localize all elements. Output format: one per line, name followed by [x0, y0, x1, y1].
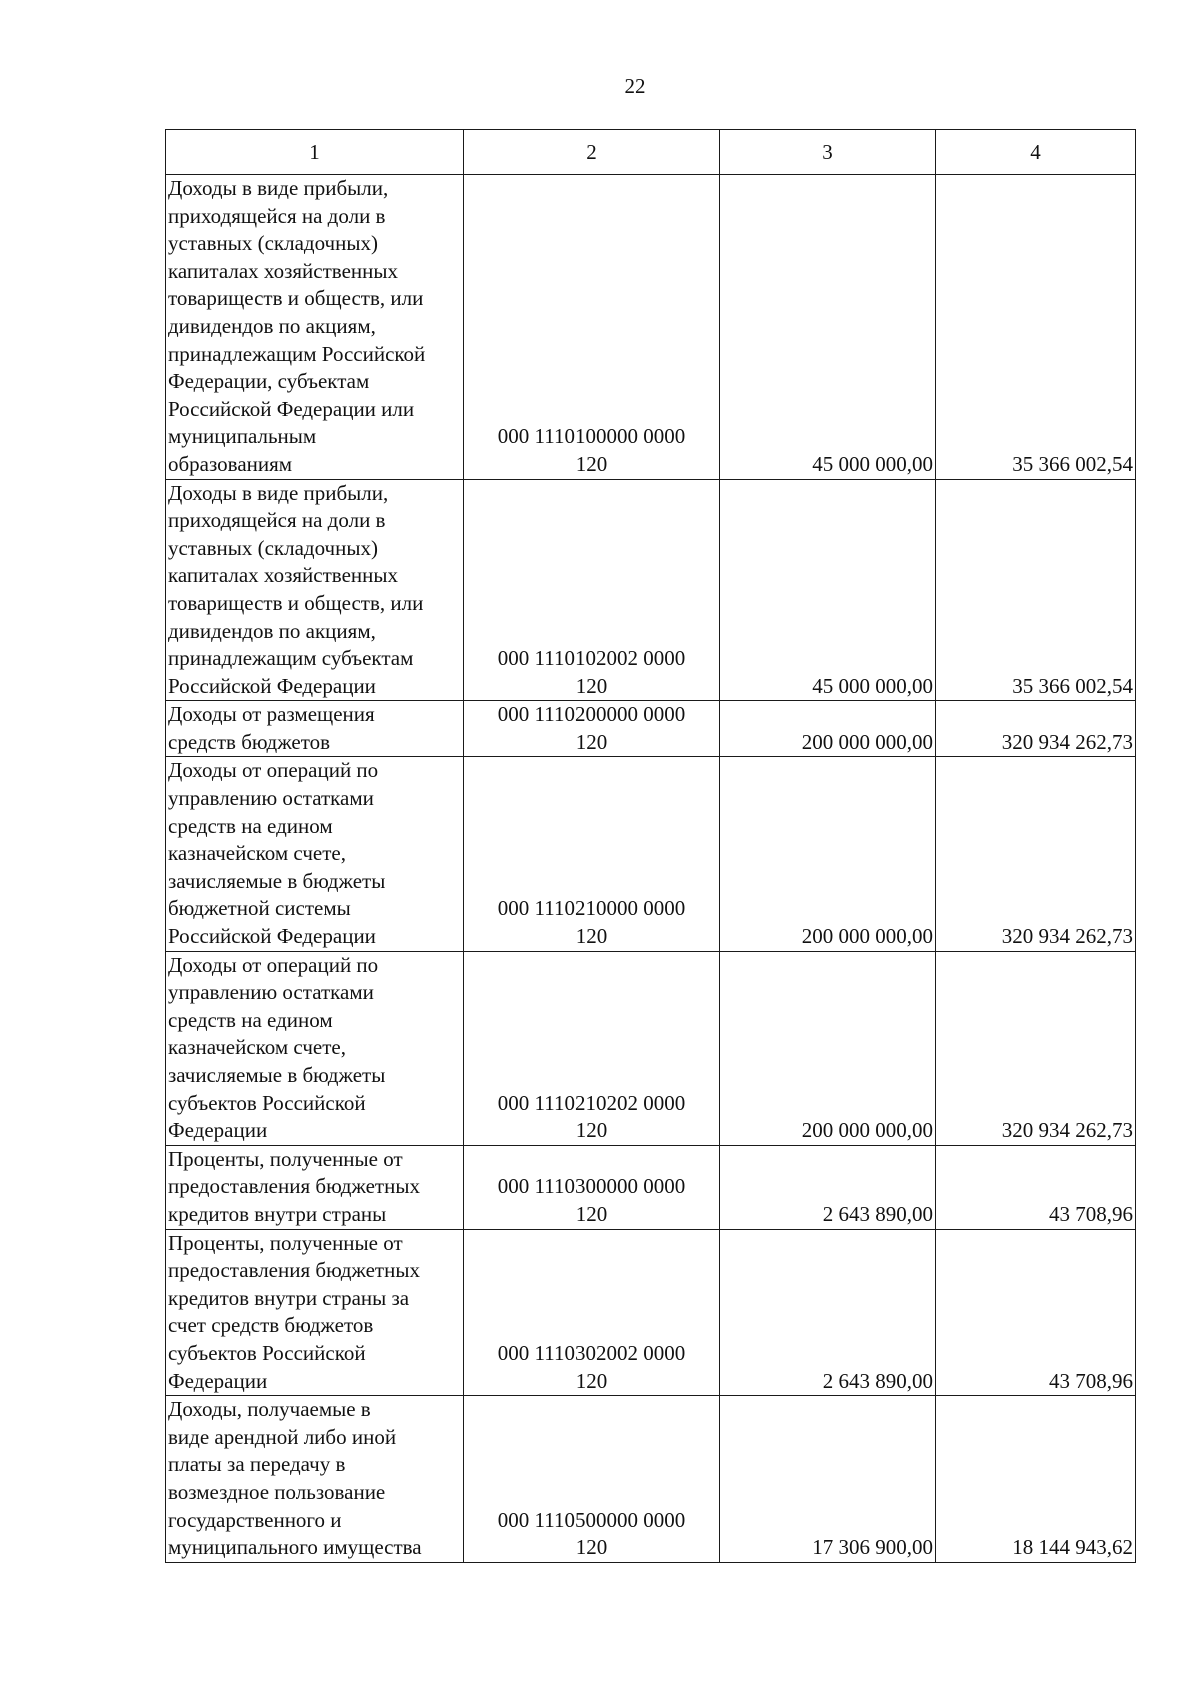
- table-row: [166, 701, 1136, 757]
- actual-amount: 320 934 262,73: [936, 951, 1136, 1145]
- revenue-name: Проценты, полученные от предоставления бюджетных кредитов внутри страны за счет средств бюджетов субъектов Российской Федерации: [166, 1229, 464, 1396]
- revenue-name: Доходы от операций по управлению остатками средств на едином казначейском счете, зачисляемые в бюджеты бюджетной системы Российской Федерации: [166, 757, 464, 951]
- budget-code-line2: 120: [575, 1368, 608, 1393]
- budget-code: [464, 1229, 720, 1396]
- budget-code-line1: 000 1110100000 0000: [497, 424, 686, 449]
- revenue-name: Доходы от размещения средств бюджетов: [166, 701, 464, 757]
- table-row: [166, 951, 1136, 1145]
- revenue-name: Доходы в виде прибыли, приходящейся на доли в уставных (складочных) капиталах хозяйственных товариществ и обществ, или дивидендов по акциям, принадлежащим субъектам Российской Федерации: [166, 479, 464, 701]
- plan-amount: 45 000 000,00: [720, 479, 936, 701]
- budget-code-line1: 000 1110500000 0000: [497, 1507, 686, 1532]
- budget-code-line2: 120: [575, 673, 608, 698]
- budget-code-line1: 000 1110300000 0000: [497, 1174, 686, 1199]
- actual-amount: 320 934 262,73: [936, 757, 1136, 951]
- budget-code-line1: 000 1110210000 0000: [497, 896, 686, 921]
- budget-code-line1: 000 1110302002 0000: [497, 1340, 686, 1365]
- column-header-2: 2: [464, 130, 720, 175]
- table-row: [166, 1396, 1136, 1563]
- budget-code-line1: 000 1110210202 0000: [497, 1090, 686, 1115]
- budget-code-line1: 000 1110200000 0000: [497, 702, 686, 727]
- header-row: [166, 130, 1136, 175]
- actual-amount: 43 708,96: [936, 1145, 1136, 1229]
- budget-code-line2: 120: [575, 1535, 608, 1560]
- budget-code: [464, 757, 720, 951]
- budget-code: [464, 479, 720, 701]
- page-number: 22: [624, 74, 646, 98]
- revenue-name: Доходы от операций по управлению остатками средств на едином казначейском счете, зачисляемые в бюджеты субъектов Российской Федерации: [166, 951, 464, 1145]
- actual-amount: 18 144 943,62: [936, 1396, 1136, 1563]
- revenue-name: Доходы в виде прибыли, приходящейся на доли в уставных (складочных) капиталах хозяйственных товариществ и обществ, или дивидендов по акциям, принадлежащим Российской Федерации, субъектам Российской Федерации или муниципальным образованиям: [166, 175, 464, 480]
- plan-amount: 45 000 000,00: [720, 175, 936, 480]
- table-row: [166, 175, 1136, 480]
- actual-amount: 320 934 262,73: [936, 701, 1136, 757]
- budget-code-line1: 000 1110102002 0000: [497, 646, 686, 671]
- budget-code: [464, 175, 720, 480]
- table-row: [166, 757, 1136, 951]
- plan-amount: 2 643 890,00: [720, 1229, 936, 1396]
- budget-code: [464, 1396, 720, 1563]
- plan-amount: 17 306 900,00: [720, 1396, 936, 1563]
- actual-amount: 35 366 002,54: [936, 175, 1136, 480]
- revenue-table: [165, 129, 1136, 1563]
- budget-code: [464, 1145, 720, 1229]
- table-row: [166, 479, 1136, 701]
- column-header-1: 1: [166, 130, 464, 175]
- actual-amount: 35 366 002,54: [936, 479, 1136, 701]
- plan-amount: 200 000 000,00: [720, 951, 936, 1145]
- revenue-name: Проценты, полученные от предоставления бюджетных кредитов внутри страны: [166, 1145, 464, 1229]
- actual-amount: 43 708,96: [936, 1229, 1136, 1396]
- budget-code-line2: 120: [575, 451, 608, 476]
- plan-amount: 200 000 000,00: [720, 701, 936, 757]
- budget-code: [464, 701, 720, 757]
- table-row: [166, 1229, 1136, 1396]
- column-header-3: 3: [720, 130, 936, 175]
- plan-amount: 2 643 890,00: [720, 1145, 936, 1229]
- budget-code-line2: 120: [575, 1118, 608, 1143]
- budget-code: [464, 951, 720, 1145]
- budget-code-line2: 120: [575, 1201, 608, 1226]
- revenue-name: Доходы, получаемые в виде арендной либо иной платы за передачу в возмездное пользование государственного и муниципального имущества: [166, 1396, 464, 1563]
- column-header-4: 4: [936, 130, 1136, 175]
- table-row: [166, 1145, 1136, 1229]
- budget-code-line2: 120: [575, 729, 608, 754]
- budget-code-line2: 120: [575, 924, 608, 949]
- plan-amount: 200 000 000,00: [720, 757, 936, 951]
